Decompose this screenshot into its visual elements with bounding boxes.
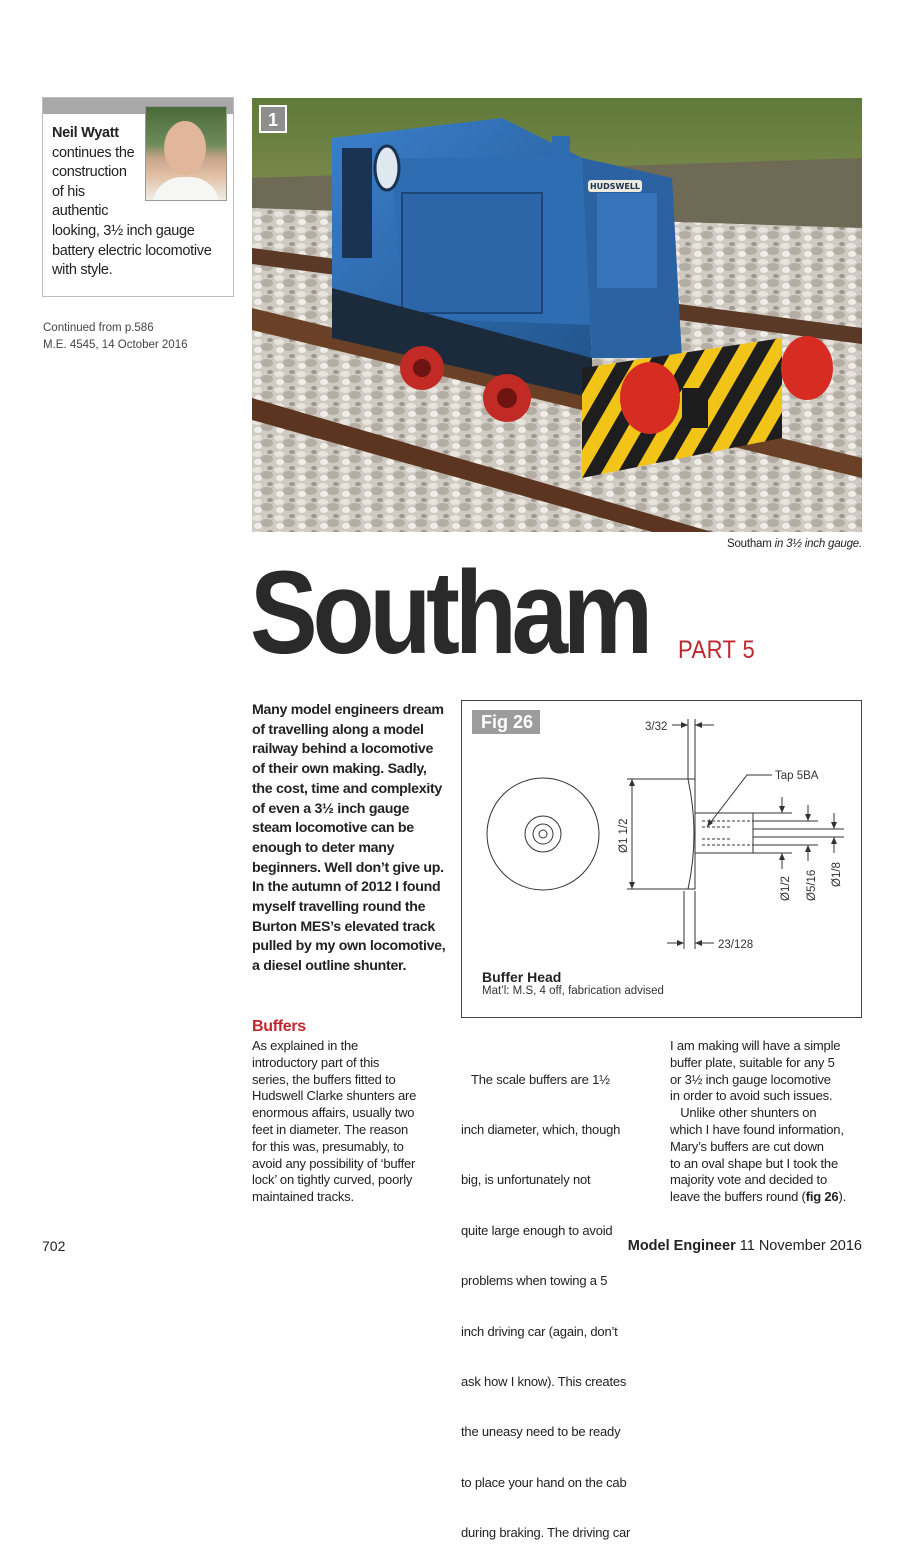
section-heading: Buffers <box>252 1018 306 1035</box>
dim-tap-5ba: Tap 5BA <box>775 770 819 782</box>
page-number: 702 <box>42 1238 66 1254</box>
body-line: or 3½ inch gauge locomotive <box>670 1071 831 1087</box>
continued-note <box>43 320 187 354</box>
intro-line: of even a 3½ inch gauge <box>252 800 410 817</box>
author-name: Neil Wyatt <box>52 125 119 141</box>
issue-reference: M.E. 4545, 14 October 2016 <box>43 339 188 351</box>
body-line: to place your hand on the cab <box>461 1474 627 1490</box>
dim-dia-1-8: Ø1/8 <box>831 862 843 887</box>
body-line: during braking. The driving car <box>461 1525 631 1541</box>
intro-line: beginners. Well don’t give up. <box>252 859 444 876</box>
intro-line: pulled by my own locomotive, <box>252 938 446 955</box>
locomotive-photo-image <box>252 98 862 532</box>
article-part: PART 5 <box>678 636 756 664</box>
body-line: ask how I know). This creates <box>461 1373 627 1389</box>
author-blurb <box>52 124 224 281</box>
body-line-text: leave the buffers round ( <box>670 1189 806 1205</box>
dim-23-128: 23/128 <box>718 939 754 951</box>
body-line: big, is unfortunately not <box>461 1172 591 1188</box>
intro-line: of their own making. Sadly, <box>252 761 427 778</box>
figure-caption-title: Buffer Head <box>482 969 562 985</box>
body-line: maintained tracks. <box>252 1189 354 1205</box>
body-line: inch diameter, which, though <box>461 1121 621 1137</box>
intro-line: of travelling along a model <box>252 721 424 738</box>
body-column-1 <box>252 1038 416 1206</box>
dim-3-32: 3/32 <box>645 721 668 733</box>
body-line: enormous affairs, usually two <box>252 1105 415 1121</box>
body-line: problems when towing a 5 <box>461 1273 608 1289</box>
photo-caption-name: Southam <box>726 538 772 550</box>
author-box <box>42 97 234 297</box>
author-blurb-line: of his <box>52 183 85 200</box>
body-column-3 <box>670 1038 846 1206</box>
works-plate: HUDSWELL <box>589 182 641 191</box>
buffer-shank <box>695 813 753 853</box>
issue-date: 11 November 2016 <box>735 1238 862 1254</box>
buffer-spigot-inner <box>533 824 553 844</box>
intro-line: a diesel outline shunter. <box>252 958 407 975</box>
dim-dia-1-1-2: Ø1 1/2 <box>618 818 630 853</box>
body-line: Mary’s buffers are cut down <box>670 1138 824 1154</box>
body-line-text: ). <box>838 1189 846 1205</box>
figure-26 <box>461 700 862 1018</box>
photo-number: 1 <box>267 110 279 130</box>
body-line: in order to avoid such issues. <box>670 1088 833 1104</box>
author-blurb-line: with style. <box>52 262 113 279</box>
author-blurb-line: authentic <box>52 203 109 220</box>
intro-paragraph <box>252 701 448 977</box>
dim-dia-5-16: Ø5/16 <box>806 869 818 901</box>
author-blurb-line: continues the <box>52 144 135 161</box>
intro-line: Burton MES’s elevated track <box>252 918 435 935</box>
body-line: to an oval shape but I took the <box>670 1155 838 1171</box>
intro-line: myself travelling round the <box>252 899 426 916</box>
intro-line: steam locomotive can be <box>252 820 414 837</box>
body-line-last <box>670 1189 846 1206</box>
body-line: buffer plate, suitable for any 5 <box>670 1054 835 1070</box>
photo-caption <box>727 538 862 550</box>
figure-reference: fig 26 <box>805 1189 839 1205</box>
body-line: quite large enough to avoid <box>461 1222 613 1238</box>
body-line: The scale buffers are 1½ <box>461 1071 610 1087</box>
intro-line: enough to deter many <box>252 839 395 856</box>
body-line: which I have found information, <box>670 1121 844 1137</box>
body-line: inch driving car (again, don’t <box>461 1323 618 1339</box>
author-blurb-line: battery electric locomotive <box>52 242 212 259</box>
figure-label: Fig 26 <box>472 710 540 734</box>
body-line: avoid any possibility of ‘buffer <box>252 1155 416 1171</box>
body-line: majority vote and decided to <box>670 1172 827 1188</box>
magazine-name: Model Engineer <box>627 1238 736 1254</box>
body-line: I am making will have a simple <box>670 1038 841 1053</box>
author-blurb-line: construction <box>52 164 127 181</box>
body-line: for this was, presumably, to <box>252 1138 404 1154</box>
body-line: As explained in the <box>252 1038 359 1053</box>
buffer-tap-hole <box>539 830 547 838</box>
body-line: Hudswell Clarke shunters are <box>252 1088 417 1104</box>
intro-line: Many model engineers dream <box>252 702 444 718</box>
article-title: Southam <box>250 547 649 679</box>
intro-line: In the autumn of 2012 I found <box>252 879 441 896</box>
continued-from: Continued from p.586 <box>43 322 154 334</box>
body-line: the uneasy need to be ready <box>461 1424 621 1440</box>
buffer-face-outline <box>487 778 599 890</box>
figure-caption-material: Mat’l: M.S, 4 off, fabrication advised <box>482 985 664 997</box>
author-blurb-line: looking, 3½ inch gauge <box>52 222 195 239</box>
intro-line: railway behind a locomotive <box>252 741 434 758</box>
photo-caption-rest: in 3½ inch gauge. <box>771 538 862 550</box>
locomotive-photo <box>252 98 862 532</box>
intro-line: the cost, time and complexity <box>252 780 442 797</box>
body-line: series, the buffers fitted to <box>252 1071 396 1087</box>
footer-issue <box>628 1238 862 1254</box>
body-line: feet in diameter. The reason <box>252 1121 409 1137</box>
buffer-head-profile <box>688 779 695 889</box>
dim-dia-1-2: Ø1/2 <box>780 876 792 901</box>
body-line: Unlike other shunters on <box>670 1105 817 1121</box>
body-line: lock’ on tightly curved, poorly <box>252 1172 413 1188</box>
body-line: introductory part of this <box>252 1054 380 1070</box>
buffer-spigot-outer <box>525 816 561 852</box>
body-column-2 <box>461 1038 630 1559</box>
